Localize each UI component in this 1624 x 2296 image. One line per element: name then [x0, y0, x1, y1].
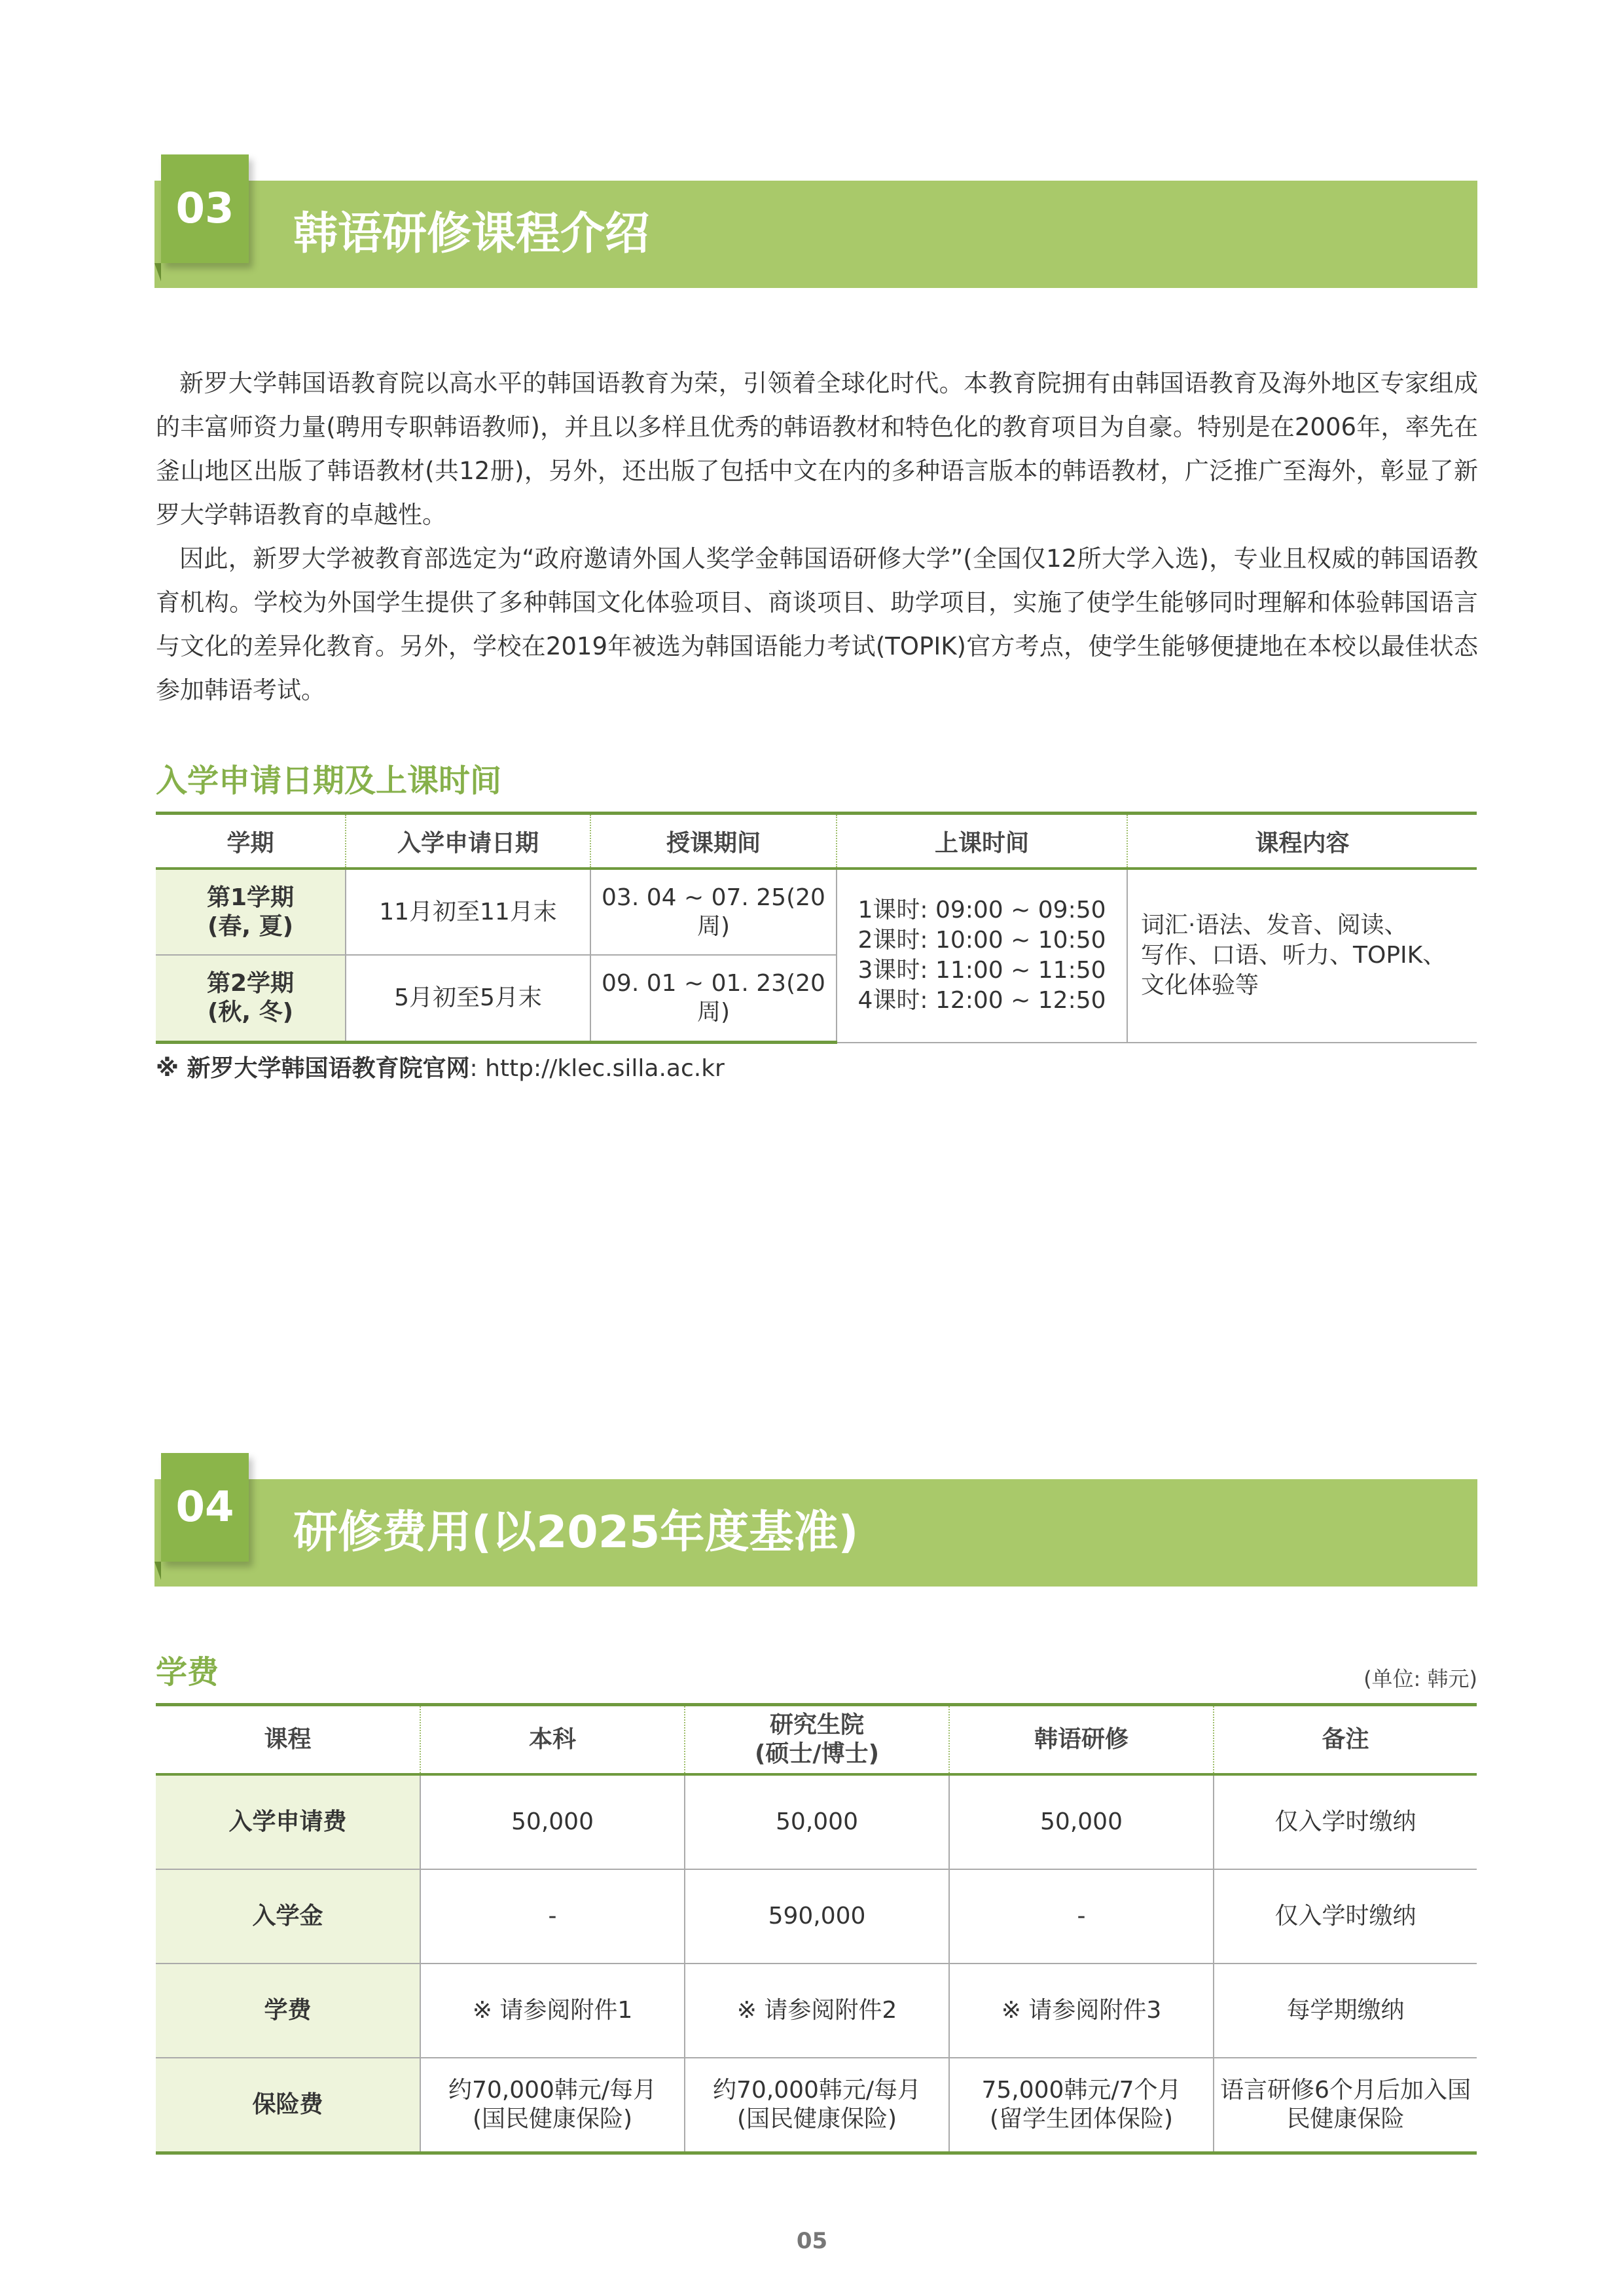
table-row: [156, 1964, 1477, 2058]
badge-fold: [154, 263, 161, 281]
content-cell: 词汇·语法、发音、阅读、 写作、口语、听力、TOPIK、 文化体验等: [1127, 869, 1477, 1043]
section-title: 研修费用(以2025年度基准): [293, 1507, 859, 1558]
fees-table: [156, 1703, 1477, 2155]
period-cell: 03. 04 ~ 07. 25(20周): [590, 869, 837, 955]
website-link[interactable]: : http://klec.silla.ac.kr: [469, 1055, 725, 1082]
website-note: [156, 1050, 725, 1083]
badge-fold: [154, 1562, 161, 1580]
section-number: 04: [175, 1483, 234, 1532]
undergrad-value: 50,000: [420, 1774, 685, 1869]
fee-label: 入学申请费: [156, 1774, 420, 1869]
apply-date-cell: 5月初至5月末: [346, 955, 590, 1043]
header-remarks: 备注: [1214, 1705, 1477, 1775]
table-row: [156, 2058, 1477, 2153]
korean-value: 50,000: [949, 1774, 1214, 1869]
schedule-subheading: 入学申请日期及上课时间: [156, 762, 502, 799]
table-header-row: [156, 814, 1477, 869]
apply-date-cell: 11月初至11月末: [346, 869, 590, 955]
header-content: 课程内容: [1127, 814, 1477, 869]
term-cell: 第2学期 (秋, 冬): [156, 955, 346, 1043]
fee-label: 学费: [156, 1964, 420, 2058]
korean-value: -: [949, 1869, 1214, 1964]
term-cell: 第1学期 (春, 夏): [156, 869, 346, 955]
table-row: [156, 1869, 1477, 1964]
header-course: 课程: [156, 1705, 420, 1775]
remarks-value: 语言研修6个月后加入国 民健康保险: [1214, 2058, 1477, 2153]
table-row: [156, 869, 1477, 955]
remarks-value: 每学期缴纳: [1214, 1964, 1477, 2058]
fee-label: 入学金: [156, 1869, 420, 1964]
table-row: [156, 1774, 1477, 1869]
page-number: 05: [796, 2228, 828, 2254]
grad-value: 590,000: [685, 1869, 949, 1964]
schedule-table: [156, 812, 1477, 1044]
intro-paragraph-1: 新罗大学韩国语教育院以高水平的韩国语教育为荣，引领着全球化时代。本教育院拥有由韩国语教育及海外地区专家组成的丰富师资力量(聘用专职韩语教师)，并且以多样且优秀的韩语教材和特色化的教育项目为自豪。特别是在2006年，率先在釜山地区出版了韩语教材(共12册)，另外，还出版了包括中文在内的多种语言版本的韩语教材，广泛推广至海外，彰显了新罗大学韩语教育的卓越性。: [156, 369, 1478, 529]
fees-subheading: 学费: [156, 1654, 219, 1691]
header-period: 授课期间: [590, 814, 837, 869]
undergrad-value: -: [420, 1869, 685, 1964]
header-grad: 研究生院 (硕士/博士): [685, 1705, 949, 1775]
grad-value: 50,000: [685, 1774, 949, 1869]
header-class-time: 上课时间: [837, 814, 1127, 869]
undergrad-value: 约70,000韩元/每月 (国民健康保险): [420, 2058, 685, 2153]
undergrad-value: ※ 请参阅附件1: [420, 1964, 685, 2058]
grad-value: ※ 请参阅附件2: [685, 1964, 949, 2058]
remarks-value: 仅入学时缴纳: [1214, 1869, 1477, 1964]
header-term: 学期: [156, 814, 346, 869]
period-cell: 09. 01 ~ 01. 23(20周): [590, 955, 837, 1043]
korean-value: ※ 请参阅附件3: [949, 1964, 1214, 2058]
header-korean-course: 韩语研修: [949, 1705, 1214, 1775]
header-apply-date: 入学申请日期: [346, 814, 590, 869]
header-undergrad: 本科: [420, 1705, 685, 1775]
section-title: 韩语研修课程介绍: [293, 208, 650, 260]
intro-text: [156, 361, 1478, 712]
fee-label: 保险费: [156, 2058, 420, 2153]
grad-value: 约70,000韩元/每月 (国民健康保险): [685, 2058, 949, 2153]
website-note-label: ※ 新罗大学韩国语教育院官网: [156, 1055, 470, 1082]
section-03-header: [154, 154, 1477, 309]
section-04-header: [154, 1453, 1477, 1607]
korean-value: 75,000韩元/7个月 (留学生团体保险): [949, 2058, 1214, 2153]
remarks-value: 仅入学时缴纳: [1214, 1774, 1477, 1869]
currency-unit: (单位: 韩元): [1363, 1666, 1477, 1691]
section-number: 03: [175, 185, 234, 233]
table-header-row: [156, 1705, 1477, 1775]
intro-paragraph-2: 因此，新罗大学被教育部选定为“政府邀请外国人奖学金韩国语研修大学”(全国仅12所大学入选)，专业且权威的韩国语教育机构。学校为外国学生提供了多种韩国文化体验项目、商谈项目、助学项目，实施了使学生能够同时理解和体验韩国语言与文化的差异化教育。另外，学校在2019年被选为韩国语能力考试(TOPIK)官方考点，使学生能够便捷地在本校以最佳状态参加韩语考试。: [156, 545, 1478, 704]
class-time-cell: 1课时: 09:00 ~ 09:50 2课时: 10:00 ~ 10:50 3课时: 11:00 ~ 11:50 4课时: 12:00 ~ 12:50: [837, 869, 1127, 1043]
